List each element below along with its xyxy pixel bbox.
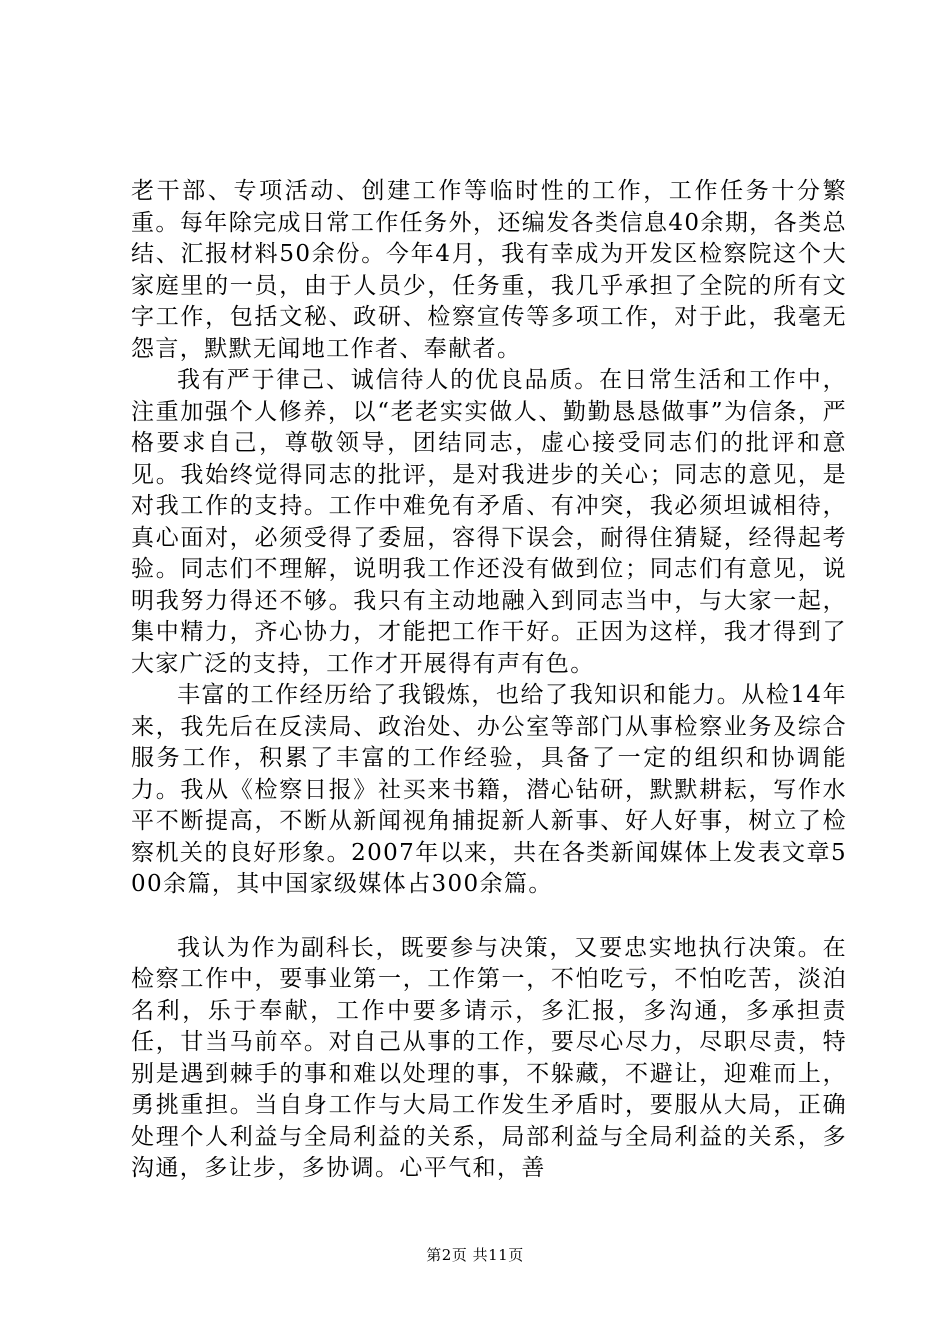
paragraph-spacer	[131, 901, 847, 933]
paragraph-deputy-role: 我认为作为副科长，既要参与决策，又要忠实地执行决策。在检察工作中，要事业第一，工作第一，不怕吃亏，不怕吃苦，淡泊名利，乐于奉献，工作中要多请示，多汇报，多沟通，多承担责任，甘当马前卒。对自己从事的工作，要尽心尽力，尽职尽责，特别是遇到棘手的事和难以处理的事，不躲藏，不避让，迎难而上，勇挑重担。当自身工作与大局工作发生矛盾时，要服从大局，正确处理个人利益与全局利益的关系，局部利益与全局利益的关系，多沟通，多让步，多协调。心平气和，善	[131, 934, 847, 1181]
paragraph-continuation: 老干部、专项活动、创建工作等临时性的工作，工作任务十分繁重。每年除完成日常工作任务外，还编发各类信息40余期，各类总结、汇报材料50余份。今年4月，我有幸成为开发区检察院这个大家庭里的一员，由于人员少，任务重，我几乎承担了全院的所有文字工作，包括文秘、政研、检察宣传等多项工作，对于此，我毫无怨言，默默无闻地工作者、奉献者。	[131, 178, 847, 362]
paragraph-experience: 丰富的工作经历给了我锻炼，也给了我知识和能力。从检14年来，我先后在反渎局、政治处、办公室等部门从事检察业务及综合服务工作，积累了丰富的工作经验，具备了一定的组织和协调能力。我从《检察日报》社买来书籍，潜心钻研，默默耕耘，写作水平不断提高，不断从新闻视角捕捉新人新事、好人好事，树立了检察机关的良好形象。2007年以来，共在各类新闻媒体上发表文章500余篇，其中国家级媒体占300余篇。	[131, 682, 847, 897]
paragraph-integrity: 我有严于律己、诚信待人的优良品质。在日常生活和工作中，注重加强个人修养，以“老老实实做人、勤勤恳恳做事”为信条，严格要求自己，尊敬领导，团结同志，虚心接受同志们的批评和意见。我始终觉得同志的批评，是对我进步的关心；同志的意见，是对我工作的支持。工作中难免有矛盾、有冲突，我必须坦诚相待，真心面对，必须受得了委屈，容得下误会，耐得住猜疑，经得起考验。同志们不理解，说明我工作还没有做到位；同志们有意见，说明我努力得还不够。我只有主动地融入到同志当中，与大家一起，集中精力，齐心协力，才能把工作干好。正因为这样，我才得到了大家广泛的支持，工作才开展得有声有色。	[131, 367, 847, 677]
document-body	[131, 176, 847, 1185]
page-number-footer: 第2页 共11页	[426, 1246, 524, 1264]
